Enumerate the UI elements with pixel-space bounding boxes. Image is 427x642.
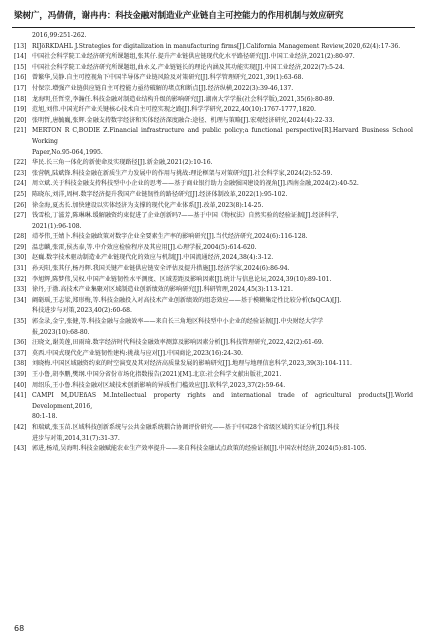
reference-number: [20] xyxy=(14,116,27,124)
reference-list xyxy=(14,31,413,455)
reference-text: 中国社会科学院工业经济研究所课题组,曲永义.产业链链长的理论内涵及其功能实现[J].中国工业经济,2022(7):5-24. xyxy=(32,63,345,71)
reference-text-continued: 科技进步与对策,2023,40(2):60-68. xyxy=(32,307,132,315)
reference-text-continued: 报,2023(10):68-80. xyxy=(32,328,90,336)
reference-item xyxy=(14,253,413,264)
reference-text: 中国社会科学院工业经济研究所课题组,张其仔.提升产业链供应链现代化水平路径研究[J].中国工业经济,2021(2):80-97. xyxy=(32,53,355,61)
reference-text-continued: 2021(1):96-108. xyxy=(32,222,82,230)
reference-item xyxy=(14,116,413,127)
reference-item xyxy=(14,31,413,42)
reference-item xyxy=(14,444,413,455)
reference-number: [21] xyxy=(14,127,27,135)
reference-number: [37] xyxy=(14,349,27,357)
reference-item xyxy=(14,264,413,275)
reference-text: 刘晓梅.中国区域融资约束的时空演变及其对经济高质量发展的影响研究[J].地理与地理信息科学,2023,39(3):104-111. xyxy=(32,360,352,368)
reference-text: RIJöRKDAHL J.Strategies for digitalization in manufacturing firms[J].California Management Review,2020,62(4):17-36. xyxy=(32,42,401,50)
reference-text: 曾繁华,吴静.自主可控视角下中国半导体产业链风险及对策研究[J].科学管理研究,2021,39(1):63-68. xyxy=(32,74,304,82)
reference-item xyxy=(14,169,413,180)
reference-number: [35] xyxy=(14,318,27,326)
reference-item xyxy=(14,63,413,74)
reference-text: 付保宗.增强产业链供应链自主可控能力亟待破解的堵点和断点[J].经济纵横,2022(3):39-46,137. xyxy=(32,84,294,92)
reference-item xyxy=(14,84,413,95)
reference-text: 2016,99:251-262. xyxy=(32,32,87,39)
page-number: 68 xyxy=(14,624,25,633)
reference-text: 钱雪松,丁滋芳,陈琳琳.缓解融资约束促进了企业创新吗?——基于中国《物权法》自然实验的经验证据[J].经济科学, xyxy=(32,212,339,220)
running-header: 梁树广，冯倩倩，谢冉冉：科技金融对制造业产业链自主可控能力的作用机制与效应研究 xyxy=(14,11,344,21)
reference-number: [13] xyxy=(14,42,27,50)
reference-item xyxy=(14,158,413,169)
reference-item xyxy=(14,190,413,201)
reference-text: 张营帆,陆斌锋.科技金融在新质生产力发展中的作用与挑战:理论框架与对策研究[J].社会科学家,2024(2):52-59. xyxy=(32,169,333,177)
reference-text: 徐金海,夏杰长.加快建设以实体经济为支撑的现代化产业体系[J].改革,2023(8):14-25. xyxy=(32,201,264,209)
reference-item xyxy=(14,126,413,158)
reference-number: [17] xyxy=(14,84,27,92)
reference-text: 周立斌.关于科技金融支持科技型中小企业的思考——基于商业银行助力金融强国建设的视角[J].西南金融,2024(2):40-52. xyxy=(32,180,359,188)
reference-number: [15] xyxy=(14,63,27,71)
reference-item xyxy=(14,370,413,381)
reference-text: 王小鲁,胡李鹏,樊纲.中国分省份市场化指数报告(2021)[M].北京:社会科学文献出版社,2021. xyxy=(32,371,282,378)
reference-text: 温忠麟,张雷,侯杰泰,等.中介效应检验程序及其应用[J].心理学报,2004(5):614-620. xyxy=(32,243,257,251)
reference-item xyxy=(14,211,413,232)
reference-number: [24] xyxy=(14,180,27,188)
reference-text: 孙天阳,张其仔,杨丹辉.我国关键产业链供应链安全评估及提升措施[J].经济学家,2024(6):86-94. xyxy=(32,265,290,273)
reference-item xyxy=(14,73,413,84)
reference-text: 赵巍.数字技术驱动制造业产业链现代化的效应与机制[J].中国流通经济,2024,38(4):3-12. xyxy=(32,254,274,262)
reference-number: [18] xyxy=(14,95,27,103)
reference-item xyxy=(14,359,413,370)
reference-number: [41] xyxy=(14,392,27,400)
reference-text: 徐丹,于渤.高技术产业集聚对区域制造业创新绩效的影响研究[J].科研管理,2024,45(3):113-121. xyxy=(32,286,293,294)
reference-number: [42] xyxy=(14,423,27,431)
reference-number: [14] xyxy=(14,53,27,61)
reference-number: [39] xyxy=(14,371,27,378)
reference-text: MERTON R C,BODIE Z.Financial infrastructure and public policy;a functional perspective[R].Harvard Business School Working xyxy=(32,127,413,145)
reference-item xyxy=(14,381,413,392)
reference-number: [25] xyxy=(14,190,27,198)
header-rule xyxy=(12,27,415,28)
reference-number: [43] xyxy=(14,445,27,453)
reference-number: [29] xyxy=(14,243,27,251)
reference-text: 郭金录,金宁,张健,等.科技金融与金融效率——来自长三角地区科技型中小企业的经验证据[J].中央财经大学学 xyxy=(32,318,324,326)
reference-item xyxy=(14,391,413,423)
reference-number: [19] xyxy=(14,106,27,114)
reference-text: 莫西.中国式现代化产业链韧性建构:挑战与应对[J].中国商论,2023(16):24-30. xyxy=(32,349,243,357)
reference-text: 陈晓东,刘洋,周柯.数字经济提升我国产业链韧性的路径研究[J].经济体制改革,2022(1):95-102. xyxy=(32,190,288,198)
reference-item xyxy=(14,338,413,349)
reference-text: 和瑞斌,张玉苗.区域科技创新系统与公共金融系统耦合协调评价研究——基于中国28个省级区域的实证分析[J].科技 xyxy=(32,423,340,431)
reference-item xyxy=(14,275,413,286)
reference-text: 范旭,刘伟.中国光纤产业关键核心技术自主可控实现之路[J].科学学研究,2022,40(10):1767-1777,1820. xyxy=(32,106,316,114)
reference-number: [36] xyxy=(14,339,27,347)
reference-text: 郭进,杨靖,吴海明.科技金融赋能农业生产效率提升——来自科技金融试点政策的经验证据[J].中国农村经济,2024(5):81-105. xyxy=(32,445,367,453)
reference-number: [16] xyxy=(14,74,27,82)
reference-number: [27] xyxy=(14,212,27,220)
reference-text: 周绍乐,王小鲁.科技金融对区域技术创新影响的异质性门槛效应[J].软科学,2023,37(2):59-64. xyxy=(32,381,286,389)
reference-item xyxy=(14,243,413,254)
reference-item xyxy=(14,285,413,296)
reference-text: 李旭辉,陈梦伟,吴权.中国产业链韧性水平测度、区域差距及影响因素[J].统计与信息论坛,2024,39(10):89-101. xyxy=(32,275,332,283)
reference-text-continued: 进步与对策,2014,31(7):31-37. xyxy=(32,434,120,442)
reference-text-continued: 80:1-18. xyxy=(32,413,58,421)
reference-item xyxy=(14,296,413,317)
reference-number: [32] xyxy=(14,275,27,283)
reference-text-continued: Paper,No.95-064,1995. xyxy=(32,148,103,156)
reference-item xyxy=(14,317,413,338)
reference-item xyxy=(14,201,413,212)
reference-number: [23] xyxy=(14,169,27,177)
reference-item xyxy=(14,232,413,243)
reference-text: 华民.长三角一体化的新使命及实现路径[J].新金融,2021(2):10-16. xyxy=(32,159,213,167)
reference-text: 龙海明,任哲堂,李瀚任.科技金融对制造业结构升级的影响研究[J].湖南大学学报(社会科学版),2021,35(6):80-89. xyxy=(32,95,335,103)
reference-item xyxy=(14,52,413,63)
reference-item xyxy=(14,349,413,360)
reference-number: [30] xyxy=(14,254,27,262)
reference-text: 张明哲,唐毓巍,张辉.金融支持数字经济和实体经济深度融合:途径、机理与策略[J].宏观经济研究,2024(4):22-33. xyxy=(32,116,335,124)
reference-number: [34] xyxy=(14,296,27,304)
reference-number: [26] xyxy=(14,201,27,209)
reference-number: [28] xyxy=(14,233,27,241)
reference-item xyxy=(14,105,413,116)
reference-number: [22] xyxy=(14,159,27,167)
reference-text: 阚砺瑶,王志梁,郑形梅,等.科技金融投入对高技术产业创新绩效的组态效应——基于模糊集定性比较分析(fsQCA)[J]. xyxy=(32,296,342,304)
reference-number: [31] xyxy=(14,265,27,273)
reference-number: [40] xyxy=(14,381,27,389)
reference-item xyxy=(14,423,413,444)
reference-number: [38] xyxy=(14,360,27,368)
reference-item xyxy=(14,42,413,53)
reference-item xyxy=(14,179,413,190)
reference-number: [33] xyxy=(14,286,27,294)
reference-text: 汪晓文,谢美莲,田雨琦.数字经济时代科技金融效率测算及影响因素分析[J].科技管理研究,2022,42(2):61-69. xyxy=(32,339,324,347)
reference-item xyxy=(14,95,413,106)
reference-text: CAMPI M,DUEñAS M.Intellectual property rights and international trade of agricultural products[J].World Development,2016, xyxy=(32,392,413,410)
reference-text: 靖苓伟,王婧卜.科技金融政策对数字企业全要素生产率的影响研究[J].当代经济研究,2024(6):116-128. xyxy=(32,233,308,241)
